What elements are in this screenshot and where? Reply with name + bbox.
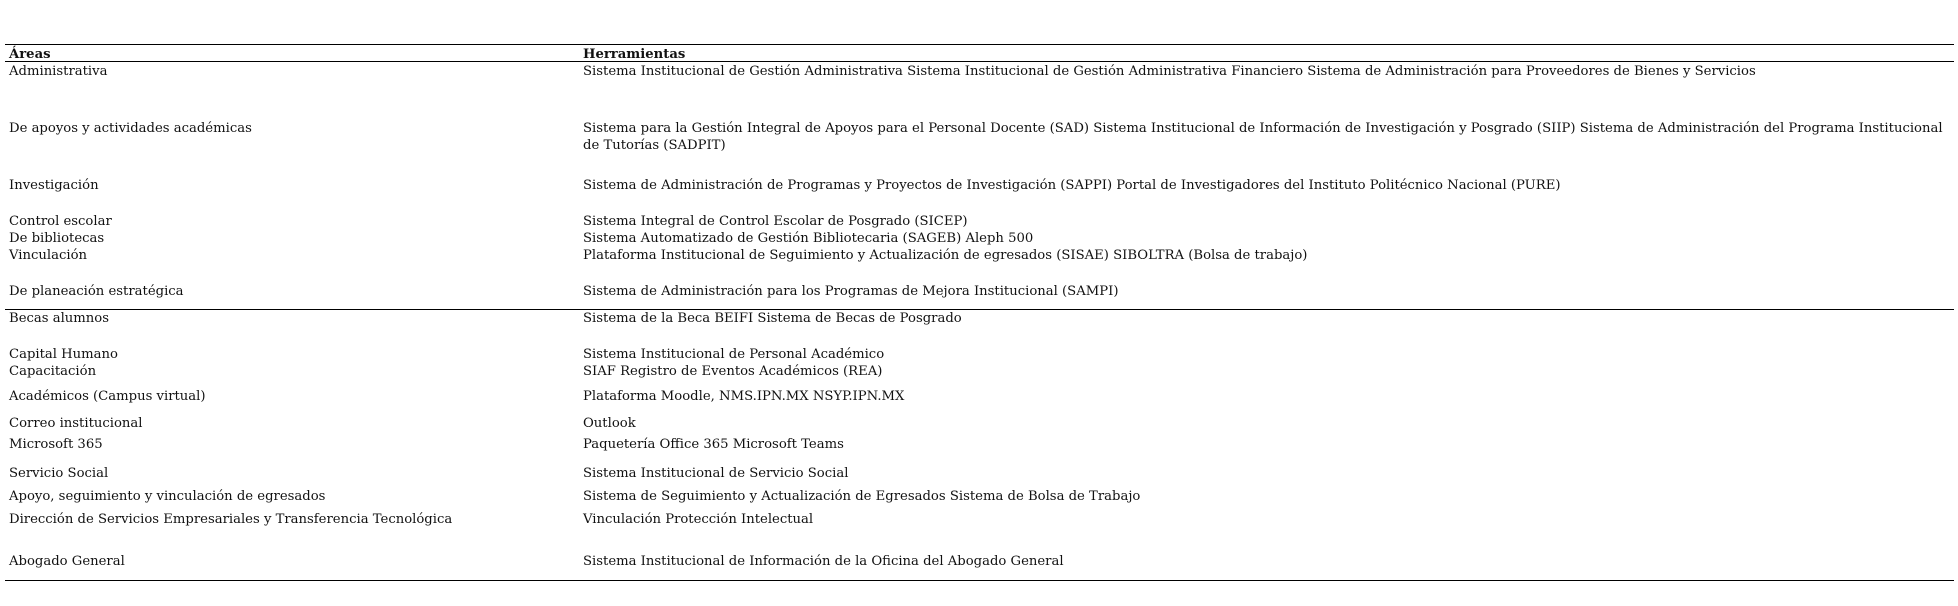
table-row-area: Capital Humano — [9, 347, 118, 362]
table-row-area: De planeación estratégica — [9, 284, 184, 299]
table-row-area: Correo institucional — [9, 416, 143, 431]
table-row-tools: Vinculación Protección Intelectual — [583, 512, 814, 527]
table-row-tools: Sistema para la Gestión Integral de Apoyos para el Personal Docente (SAD) Sistema Institucional de Información de Investigación y Posgrado (SIIP) Sistema de Administración del Programa Institucional de Tutorías (SADPIT) — [583, 121, 1943, 153]
column-header-tools: Herramientas — [583, 47, 686, 62]
table-row-tools: Sistema Institucional de Información de la Oficina del Abogado General — [583, 554, 1064, 569]
table-row-area: Dirección de Servicios Empresariales y Transferencia Tecnológica — [9, 512, 453, 527]
table-row-tools: Sistema Institucional de Personal Académico — [583, 347, 885, 362]
table-row-tools: Sistema Institucional de Servicio Social — [583, 466, 849, 481]
table-top-rule — [5, 44, 1954, 45]
table-row-tools: Plataforma Institucional de Seguimiento y Actualización de egresados (SISAE) SIBOLTRA (Bolsa de trabajo) — [583, 248, 1308, 263]
table-row-tools: Plataforma Moodle, NMS.IPN.MX NSYP.IPN.MX — [583, 389, 905, 404]
table-row-tools: Paquetería Office 365 Microsoft Teams — [583, 437, 844, 452]
table-row-area: De apoyos y actividades académicas — [9, 121, 252, 136]
table-row-tools: SIAF Registro de Eventos Académicos (REA) — [583, 364, 883, 379]
table-row-tools: Sistema Automatizado de Gestión Bibliotecaria (SAGEB) Aleph 500 — [583, 231, 1034, 246]
table-row-area: Académicos (Campus virtual) — [9, 389, 206, 404]
table-row-area: De bibliotecas — [9, 231, 105, 246]
table-row-area: Apoyo, seguimiento y vinculación de egresados — [9, 489, 326, 504]
table-bottom-rule — [5, 580, 1954, 581]
section-divider-rule — [5, 309, 1954, 310]
column-header-areas: Áreas — [9, 47, 51, 62]
table-row-area: Becas alumnos — [9, 311, 109, 326]
table-row-area: Investigación — [9, 178, 99, 193]
header-bottom-rule — [5, 61, 1954, 62]
table-row-area: Microsoft 365 — [9, 437, 103, 452]
table-row-tools: Sistema de Administración de Programas y Proyectos de Investigación (SAPPI) Portal de Investigadores del Instituto Politécnico Nacional (PURE) — [583, 178, 1561, 193]
table-row-area: Abogado General — [9, 554, 125, 569]
table-row-area: Control escolar — [9, 214, 112, 229]
table-row-area: Capacitación — [9, 364, 97, 379]
table-row-tools: Outlook — [583, 416, 636, 431]
table-row-tools: Sistema Institucional de Gestión Administrativa Sistema Institucional de Gestión Administrativa Financiero Sistema de Administración para Proveedores de Bienes y Servicios — [583, 64, 1756, 79]
table-row-area: Servicio Social — [9, 466, 109, 481]
table-row-tools: Sistema de Seguimiento y Actualización de Egresados Sistema de Bolsa de Trabajo — [583, 489, 1141, 504]
table-row-tools: Sistema de Administración para los Programas de Mejora Institucional (SAMPI) — [583, 284, 1119, 299]
table-row-area: Vinculación — [9, 248, 87, 263]
table-row-area: Administrativa — [9, 64, 108, 79]
table-row-tools: Sistema de la Beca BEIFI Sistema de Becas de Posgrado — [583, 311, 962, 326]
table-row-tools: Sistema Integral de Control Escolar de Posgrado (SICEP) — [583, 214, 968, 229]
